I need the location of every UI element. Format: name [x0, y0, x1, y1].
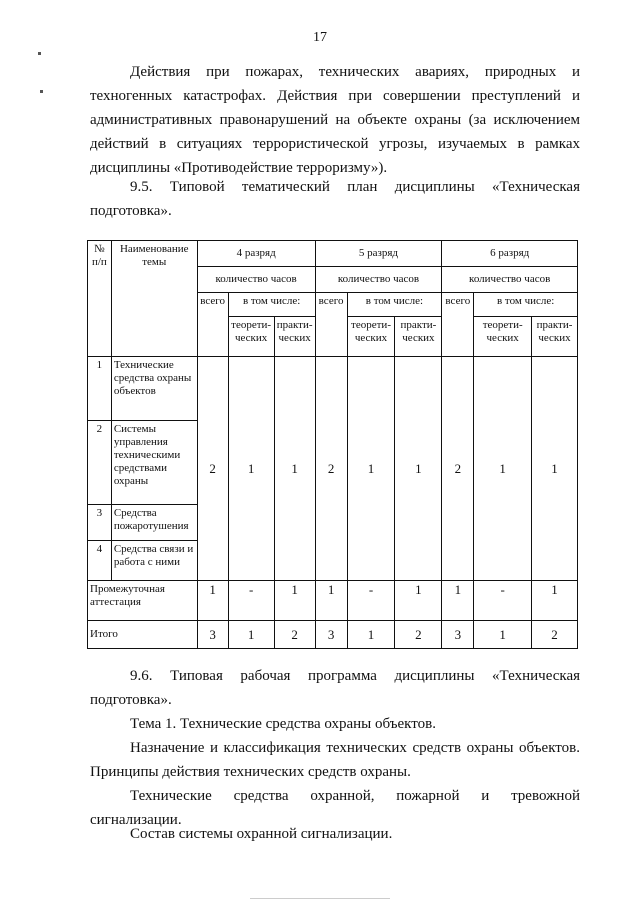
g5-practice-value: 1	[395, 357, 442, 581]
totals-g6-practice: 2	[532, 621, 578, 649]
attestation-g4-theory: -	[228, 581, 274, 621]
header-including: в том числе:	[474, 293, 578, 317]
attestation-g6-theory: -	[474, 581, 532, 621]
totals-g5-theory: 1	[347, 621, 395, 649]
header-hours: количество часов	[197, 267, 315, 293]
row-num: 4	[88, 541, 112, 581]
header-practice: практи-ческих	[395, 317, 442, 357]
g6-practice-value: 1	[532, 357, 578, 581]
g4-total-value: 2	[197, 357, 228, 581]
header-theory: теорети-ческих	[228, 317, 274, 357]
totals-g5-total: 3	[315, 621, 347, 649]
row-name: Средства пожаротушения	[111, 505, 197, 541]
section-heading-9-5: 9.5. Типовой тематический план дисциплины «Техническая подготовка».	[90, 179, 580, 219]
header-total: всего	[442, 293, 474, 357]
header-num: № п/п	[88, 241, 112, 357]
row-num: 3	[88, 505, 112, 541]
totals-g4-practice: 2	[274, 621, 315, 649]
header-grade-5: 5 разряд	[315, 241, 442, 267]
header-total: всего	[315, 293, 347, 357]
header-including: в том числе:	[228, 293, 315, 317]
totals-g6-total: 3	[442, 621, 474, 649]
g5-theory-value: 1	[347, 357, 395, 581]
totals-label: Итого	[88, 621, 198, 649]
row-name: Технические средства охраны объектов	[111, 357, 197, 421]
header-grade-6: 6 разряд	[442, 241, 578, 267]
header-total: всего	[197, 293, 228, 357]
intro-paragraph: Действия при пожарах, технических авариях, природных и техногенных катастрофах. Действия при совершении преступлений и административных правонарушений на объекте охраны (за исключением действий в ситуациях террористической угрозы, изучаемых в рамках дисциплины «Противодействие терроризму»).	[90, 64, 580, 176]
row-num: 1	[88, 357, 112, 421]
scan-edge	[250, 898, 390, 899]
attestation-g6-total: 1	[442, 581, 474, 621]
header-hours: количество часов	[315, 267, 442, 293]
attestation-g5-total: 1	[315, 581, 347, 621]
g6-theory-value: 1	[474, 357, 532, 581]
g4-practice-value: 1	[274, 357, 315, 581]
row-name: Системы управления техническими средствами охраны	[111, 421, 197, 505]
totals-g4-total: 3	[197, 621, 228, 649]
header-practice: практи-ческих	[532, 317, 578, 357]
header-theory: теорети-ческих	[474, 317, 532, 357]
composition-line: Состав системы охранной сигнализации.	[130, 826, 393, 842]
header-grade-4: 4 разряд	[197, 241, 315, 267]
header-hours: количество часов	[442, 267, 578, 293]
purpose-paragraph: Назначение и классификация технических средств охраны объектов. Принципы действия технических средств охраны.	[90, 740, 580, 780]
g6-total-value: 2	[442, 357, 474, 581]
attestation-g5-practice: 1	[395, 581, 442, 621]
attestation-g6-practice: 1	[532, 581, 578, 621]
attestation-g5-theory: -	[347, 581, 395, 621]
header-practice: практи-ческих	[274, 317, 315, 357]
row-name: Средства связи и работа с ними	[111, 541, 197, 581]
g4-theory-value: 1	[228, 357, 274, 581]
scan-mark	[40, 90, 43, 93]
g5-total-value: 2	[315, 357, 347, 581]
attestation-g4-practice: 1	[274, 581, 315, 621]
tech-paragraph: Технические средства охранной, пожарной и тревожной сигнализации.	[90, 788, 580, 828]
page-number: 17	[313, 30, 327, 45]
topic-1-heading: Тема 1. Технические средства охраны объектов.	[130, 716, 436, 732]
section-heading-9-6: 9.6. Типовая рабочая программа дисциплины «Техническая подготовка».	[90, 668, 580, 708]
row-num: 2	[88, 421, 112, 505]
totals-g4-theory: 1	[228, 621, 274, 649]
header-name: Наименование темы	[111, 241, 197, 357]
attestation-label: Промежуточная аттестация	[88, 581, 198, 621]
header-theory: теорети-ческих	[347, 317, 395, 357]
header-including: в том числе:	[347, 293, 442, 317]
scan-mark	[38, 52, 41, 55]
totals-g5-practice: 2	[395, 621, 442, 649]
attestation-g4-total: 1	[197, 581, 228, 621]
thematic-plan-table	[87, 240, 578, 649]
totals-g6-theory: 1	[474, 621, 532, 649]
